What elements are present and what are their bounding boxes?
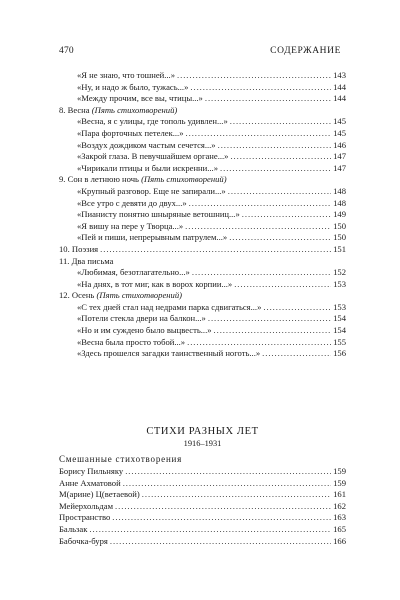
toc-entry-title — [59, 512, 110, 524]
toc-entry — [59, 313, 346, 325]
running-title: СОДЕРЖАНИЕ — [270, 46, 341, 56]
toc-entry-title — [59, 524, 87, 536]
toc-entry-text: «Весна, я с улицы, где тополь удивлен...» — [77, 116, 228, 127]
dot-leader — [230, 151, 331, 163]
dot-leader — [110, 536, 331, 548]
dot-leader — [220, 163, 331, 175]
toc-entry-title — [77, 128, 184, 140]
toc-entry-title — [59, 105, 177, 117]
toc-entry-page: 159 — [333, 477, 346, 488]
toc-entry-text: Мейерхольдам — [59, 500, 114, 511]
dot-leader — [186, 128, 332, 140]
dot-leader — [214, 325, 332, 337]
toc-entry-page: 149 — [333, 209, 346, 220]
toc-entry-page: 163 — [333, 512, 346, 523]
toc-entry-title — [77, 198, 187, 210]
toc-entry-title — [59, 256, 113, 268]
toc-entry-title — [77, 302, 261, 314]
toc-entry-page: 156 — [333, 348, 346, 359]
toc-entry-page: 154 — [333, 313, 346, 324]
dot-leader — [190, 82, 331, 94]
toc-entry-text: Бабочка-буря — [59, 535, 108, 546]
toc-entry-text: «Пара форточных петелек...» — [77, 127, 184, 138]
toc-entry-title — [77, 151, 228, 163]
toc-entry — [59, 302, 346, 314]
dot-leader — [234, 279, 331, 291]
dot-leader — [208, 313, 331, 325]
toc-entry — [59, 466, 346, 478]
toc-entry-title — [77, 93, 203, 105]
toc-entry-page: 146 — [333, 139, 346, 150]
toc-entry — [59, 279, 346, 291]
toc-entry-title — [77, 232, 227, 244]
dot-leader — [115, 501, 331, 513]
toc-entry-title — [77, 221, 183, 233]
toc-entry-text: 12. Осень — [59, 290, 95, 301]
toc-entry — [59, 151, 346, 163]
toc-entry — [59, 489, 346, 501]
toc-entry-title — [77, 163, 218, 175]
section-years: 1916–1931 — [183, 439, 222, 448]
toc-entry-text: «Потели стекла двери на балкон...» — [77, 313, 206, 324]
toc-entry-text: Бальзак — [59, 523, 88, 534]
toc-entry — [59, 244, 346, 256]
toc-entry-page: 145 — [333, 116, 346, 127]
dot-leader — [230, 116, 331, 128]
dot-leader — [242, 209, 331, 221]
toc-entry-text: 8. Весна — [59, 104, 90, 115]
toc-entry-title — [77, 325, 212, 337]
toc-entry — [59, 221, 346, 233]
toc-entry — [59, 536, 346, 548]
toc-entry — [59, 198, 346, 210]
toc-entry-page: 162 — [333, 500, 346, 511]
toc-entry-title — [59, 290, 182, 302]
toc-entry-page: 144 — [333, 93, 346, 104]
toc-entry-title — [77, 267, 190, 279]
section-title: СТИХИ РАЗНЫХ ЛЕТ — [146, 426, 259, 437]
toc-entry-page: 145 — [333, 127, 346, 138]
toc-entry-page: 143 — [333, 70, 346, 80]
section-subheading: Смешанные стихотворения — [59, 454, 183, 464]
toc-entry-text: Борису Пильняку — [59, 466, 124, 476]
page-number: 470 — [59, 46, 74, 56]
dot-leader — [185, 221, 331, 233]
toc-entry — [59, 512, 346, 524]
toc-entry-text: «Пианисту понятно шныряные ветошниц...» — [77, 209, 240, 220]
toc-entry-title — [77, 186, 226, 198]
toc-entry-page: 153 — [333, 278, 346, 289]
toc-entry-text: 10. Поэзия — [59, 243, 99, 254]
toc-entry — [59, 82, 346, 94]
toc-entry-text: «С тех дней стал над недрами парка сдвигаться...» — [77, 301, 262, 312]
toc-entry-text: Анне Ахматовой — [59, 477, 121, 488]
dot-leader — [189, 198, 331, 210]
toc-entry-title — [77, 70, 175, 82]
dot-leader — [100, 244, 331, 256]
toc-entry-page: 150 — [333, 232, 346, 243]
dot-leader — [229, 232, 331, 244]
toc-entry-note: (Пять стихотворений) — [96, 290, 183, 301]
toc-entry — [59, 524, 346, 536]
toc-entry-page: 148 — [333, 197, 346, 208]
toc-entry-title — [59, 466, 123, 478]
section-contents — [59, 453, 346, 547]
toc-entry-text: «Я вишу на пере у Творца...» — [77, 220, 184, 231]
toc-entry-page: 159 — [333, 466, 346, 476]
toc-entry — [59, 128, 346, 140]
toc-entry-title — [77, 82, 188, 94]
toc-entry-text: «Но и им суждено было выцвесть...» — [77, 325, 212, 336]
toc-entry — [59, 105, 346, 117]
toc-entry-page: 165 — [333, 523, 346, 534]
toc-entry-text: 11. Два письма — [59, 255, 114, 266]
toc-entry-text: М(арине) Ц(ветаевой) — [59, 489, 140, 500]
toc-entry-page: 151 — [333, 243, 346, 254]
toc-entry-title — [77, 348, 260, 360]
toc-entry-text: «Чирикали птицы и были искренни...» — [77, 162, 218, 173]
toc-entry-title — [77, 140, 216, 152]
toc-entry-text: «Закрой глаза. В певучшайшем органе...» — [77, 151, 229, 162]
toc-entry — [59, 501, 346, 513]
toc-entry-page: 147 — [333, 162, 346, 173]
page-header — [59, 46, 341, 58]
toc-entry-text: «На днях, в тот миг, как в ворох корпии...» — [77, 278, 233, 289]
toc-entry-page: 148 — [333, 185, 346, 196]
toc-entry — [59, 267, 346, 279]
toc-entry-text: «Здесь прошелся загадки таинственный ноготь...» — [77, 348, 261, 359]
toc-entry-note: (Пять стихотворений) — [141, 174, 227, 185]
toc-entry-page: 147 — [333, 151, 346, 162]
toc-entry — [59, 232, 346, 244]
toc-entry-text: «Между прочим, все вы, чтицы...» — [77, 93, 203, 104]
toc-entry-page: 150 — [333, 220, 346, 231]
toc-entry-title — [77, 116, 228, 128]
toc-entry — [59, 70, 346, 82]
toc-entry-text: Пространство — [59, 512, 111, 523]
dot-leader — [192, 267, 331, 279]
toc-entry-text: «Весна была просто тобой...» — [77, 336, 186, 347]
toc-entry-title — [59, 489, 140, 501]
toc-entry-text: «Ну, и надо ж было, тужась...» — [77, 81, 189, 92]
toc-entry-page: 153 — [333, 301, 346, 312]
toc-entry-title — [77, 337, 185, 349]
toc-entry-text: «Пей и пиши, непрерывным патрулем...» — [77, 232, 228, 243]
toc-entry — [59, 325, 346, 337]
toc-entry — [59, 337, 346, 349]
dot-leader — [228, 186, 331, 198]
toc-entry-page: 155 — [333, 336, 346, 347]
toc-entry-text: «Крупный разговор. Еще не запирали...» — [77, 185, 226, 196]
toc-entry-text: «Воздух дождиком частым сечется...» — [77, 139, 216, 150]
dot-leader — [125, 466, 331, 478]
toc-entry-page: 144 — [333, 81, 346, 92]
toc-entry — [59, 186, 346, 198]
toc-entry — [59, 116, 346, 128]
toc-entry — [59, 256, 346, 268]
dot-leader — [262, 348, 331, 360]
toc-entry — [59, 93, 346, 105]
toc-entry-page: 166 — [333, 535, 346, 546]
toc-entry-note: (Пять стихотворений) — [91, 104, 178, 115]
dot-leader — [142, 489, 331, 501]
toc-entry-page: 152 — [333, 267, 346, 278]
toc-entry — [59, 163, 346, 175]
dot-leader — [263, 302, 331, 314]
toc-entry-title — [77, 313, 206, 325]
dot-leader — [218, 140, 332, 152]
dot-leader — [89, 524, 331, 536]
toc-entry-title — [59, 478, 121, 490]
toc-entry-title — [59, 501, 113, 513]
toc-entry — [59, 174, 346, 186]
toc-entry — [59, 478, 346, 490]
section-entry-list — [59, 466, 346, 547]
dot-leader — [187, 337, 331, 349]
toc-entry-text: 9. Сон в летнюю ночь — [59, 174, 139, 185]
dot-leader — [205, 93, 331, 105]
toc-entry-page: 161 — [333, 489, 346, 500]
toc-entry-title — [59, 244, 98, 256]
toc-entry — [59, 209, 346, 221]
toc-entry-title — [59, 174, 227, 186]
dot-leader — [177, 70, 331, 82]
toc-entry — [59, 140, 346, 152]
contents-list — [59, 70, 346, 360]
dot-leader — [112, 512, 331, 524]
toc-entry — [59, 290, 346, 302]
toc-entry — [59, 348, 346, 360]
toc-entry-text: «Все утро с девяти до двух...» — [77, 197, 187, 208]
toc-entry-title — [77, 209, 240, 221]
toc-entry-title — [59, 536, 108, 548]
toc-entry-title — [77, 279, 232, 291]
toc-entry-text: «Любимая, безотлагательно...» — [77, 267, 190, 278]
toc-entry-text: «Я не знаю, что тошней...» — [77, 70, 175, 80]
toc-entry-page: 154 — [333, 325, 346, 336]
dot-leader — [123, 478, 331, 490]
section-heading — [59, 425, 346, 449]
